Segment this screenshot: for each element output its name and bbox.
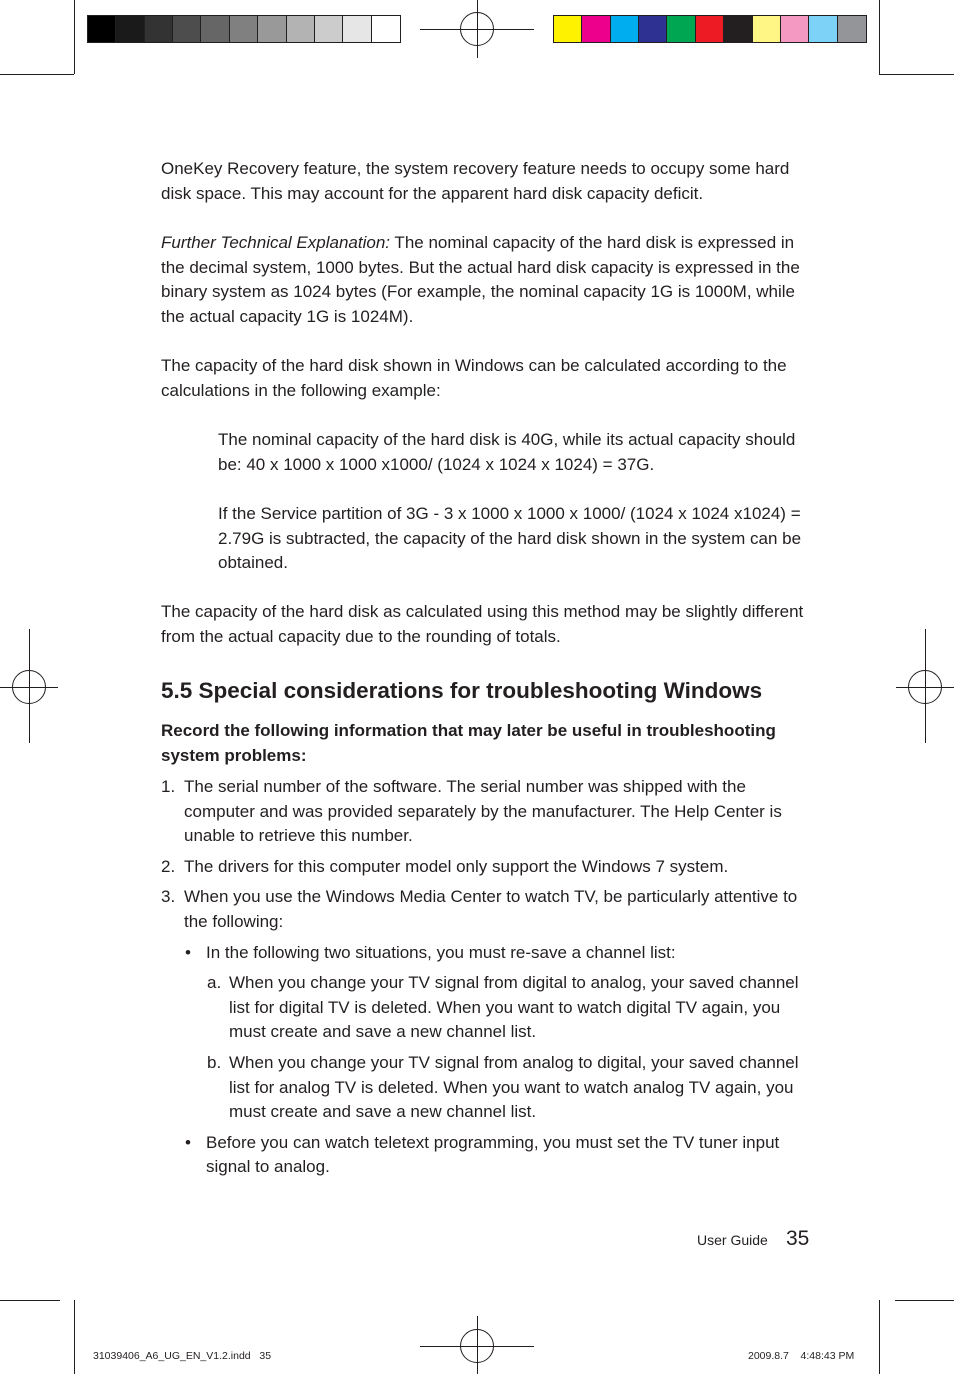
color-swatch [696,16,724,42]
technical-explanation-label: Further Technical Explanation: [161,233,391,252]
color-swatch [287,16,315,42]
crop-mark [895,1300,954,1301]
list-item-number: 1. [161,777,176,796]
list-item [161,885,811,934]
color-swatch [781,16,809,42]
section-heading: 5.5 Special considerations for troubleshooting Windows [161,678,763,703]
list-item [161,855,811,880]
crop-mark [74,0,75,74]
grayscale-color-bar [87,15,401,43]
crop-mark [74,1300,75,1374]
list-item-number: 2. [161,856,176,876]
crop-mark [0,1300,60,1301]
color-swatch [639,16,667,42]
footer-label: User Guide [697,1232,768,1248]
color-swatch [315,16,343,42]
sub-item [161,1051,811,1125]
rounding-note-paragraph: The capacity of the hard disk as calculated using this method may be slightly different from the actual capacity due to the rounding of totals. [161,602,804,646]
sub-item-label: a. [207,973,222,993]
page-number: 35 [786,1227,810,1250]
technical-explanation-text: The nominal capacity of the hard disk is expressed in the decimal system, 1000 bytes. But the actual hard disk capacity is expressed in the binary system as 1024 bytes (For example, the nominal capacity 1G is 1000M, while the actual capacity 1G is 1024M). [161,233,800,326]
list-item-text: When you use the Windows Media Center to watch TV, be particularly attentive to the following: [184,887,798,931]
color-swatch [201,16,229,42]
list-item [161,775,811,849]
color-swatch [724,16,752,42]
crop-mark [879,0,880,74]
sub-item [161,971,811,1045]
color-swatch [838,16,866,42]
slug-filename: 31039406_A6_UG_EN_V1.2.indd 35 [93,1350,272,1362]
slug-timestamp: 2009.8.7 4:48:43 PM [748,1350,855,1362]
example-nominal-capacity: The nominal capacity of the hard disk is 40G, while its actual capacity should be: 40 x 1000 x 1000 x1000/ (1024 x 1024 x 1024) = 37G. [218,430,796,474]
sub-item-label: b. [207,1052,222,1072]
sub-item-text: When you change your TV signal from digital to analog, your saved channel list for digital TV is deleted. When you want to watch digital TV again, you must create and save a new channel list. [229,973,799,1042]
color-swatch [753,16,781,42]
process-color-bar [553,15,867,43]
example-service-partition: If the Service partition of 3G - 3 x 1000 x 1000 x 1000/ (1024 x 1024 x1024) = 2.79G is subtracted, the capacity of the hard disk shown in the system can be obtained. [218,504,802,573]
color-swatch [582,16,610,42]
crop-mark [879,1300,880,1374]
crop-mark [0,74,74,75]
color-swatch [230,16,258,42]
calculation-intro-paragraph: The capacity of the hard disk shown in Windows can be calculated according to the calculations in the following example: [161,356,787,400]
color-swatch [258,16,286,42]
section-lead: Record the following information that may later be useful in troubleshooting system problems: [161,721,776,765]
color-swatch [611,16,639,42]
color-swatch [88,16,116,42]
crop-mark [879,74,954,75]
color-swatch [343,16,371,42]
bullet-item [161,1131,811,1180]
technical-explanation-paragraph [161,231,811,329]
intro-paragraph: OneKey Recovery feature, the system recovery feature needs to occupy some hard disk space. This may account for the apparent hard disk capacity deficit. [161,159,790,203]
color-swatch [809,16,837,42]
list-item-text: The serial number of the software. The serial number was shipped with the computer and was provided separately by the manufacturer. The Help Center is unable to retrieve this number. [184,777,782,846]
sub-item-text: When you change your TV signal from analog to digital, your saved channel list for analog TV is deleted. When you want to watch analog TV again, you must create and save a new channel list. [229,1052,799,1122]
color-swatch [173,16,201,42]
list-item-text: The drivers for this computer model only support the Windows 7 system. [184,856,729,876]
color-swatch [116,16,144,42]
bullet-item [161,941,811,966]
bullet-text: In the following two situations, you must re-save a channel list: [206,942,676,962]
color-swatch [372,16,400,42]
color-swatch [145,16,173,42]
bullet-icon: • [185,942,191,962]
troubleshooting-list [161,775,811,1186]
bullet-text: Before you can watch teletext programming, you must set the TV tuner input signal to analog. [206,1132,780,1177]
color-swatch [554,16,582,42]
list-item-number: 3. [161,887,176,907]
bullet-icon: • [185,1132,191,1152]
color-swatch [667,16,695,42]
